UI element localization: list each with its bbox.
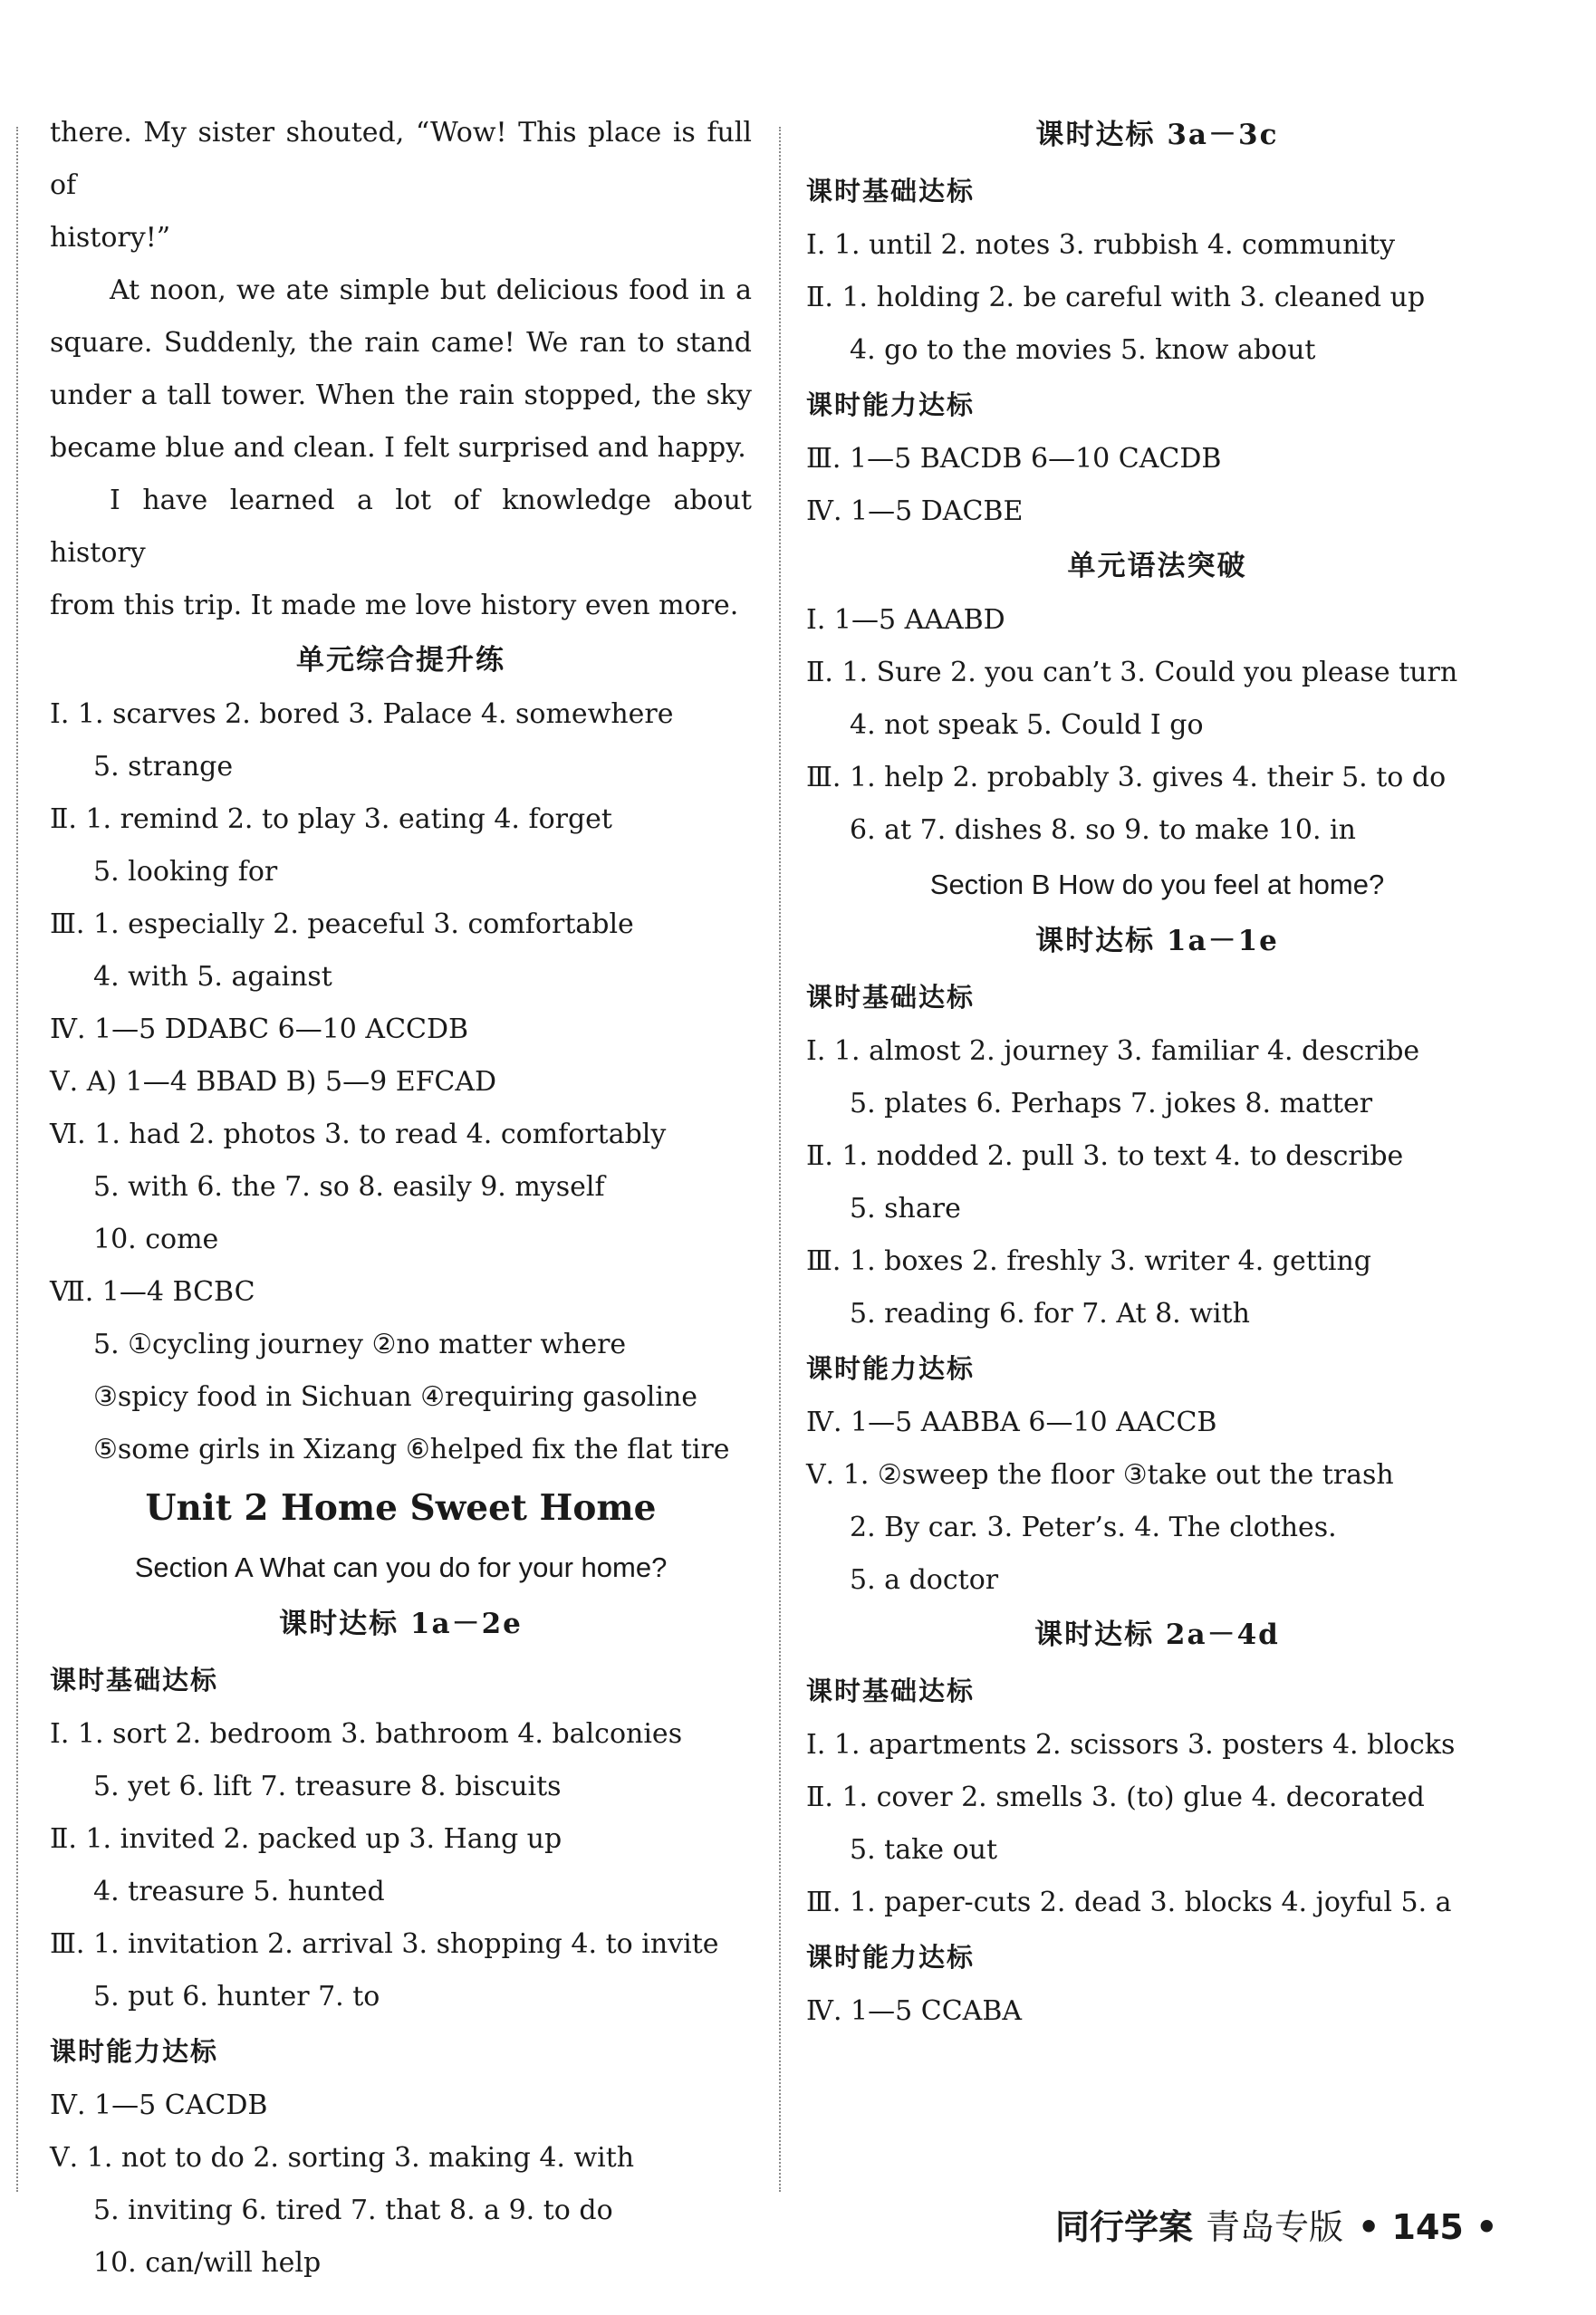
answer-line: 5. ①cycling journey ②no matter where xyxy=(93,1329,627,1360)
grammar-heading: 单元语法突破 xyxy=(1067,550,1247,582)
basic-practice-heading: 课时基础达标 xyxy=(50,1665,219,1695)
passage-line-4: square. Suddenly, the rain came! We ran to stand xyxy=(50,327,752,359)
answer-line: Ⅱ. 1. remind 2. to play 3. eating 4. forget xyxy=(50,803,612,835)
answer-line: Ⅰ. 1. until 2. notes 3. rubbish 4. community xyxy=(806,229,1396,261)
section-b-title: Section B How do you feel at home? xyxy=(929,869,1385,900)
answer-line: 5. with 6. the 7. so 8. easily 9. myself xyxy=(93,1171,605,1203)
answer-line: Ⅰ. 1. almost 2. journey 3. familiar 4. describe xyxy=(806,1035,1420,1067)
answer-line: Ⅴ. 1. ②sweep the floor ③take out the trash xyxy=(806,1459,1394,1491)
answer-line: 5. a doctor xyxy=(850,1564,999,1596)
answer-line: 5. share xyxy=(850,1193,961,1225)
basic-practice-heading: 课时基础达标 xyxy=(806,1676,976,1706)
answer-line: 6. at 7. dishes 8. so 9. to make 10. in xyxy=(850,814,1356,846)
answer-line: Ⅳ. 1—5 AABBA 6—10 AACCB xyxy=(806,1407,1217,1438)
unit-review-heading: 单元综合提升练 xyxy=(296,644,505,677)
answer-line: Ⅳ. 1—5 CCABA xyxy=(806,1995,1023,2027)
passage-line-3: At noon, we ate simple but delicious food in a xyxy=(110,274,752,306)
basic-practice-heading: 课时基础达标 xyxy=(806,982,976,1013)
lesson-heading: 课时达标 1a－2e xyxy=(279,1608,523,1640)
answer-line: Ⅲ. 1. invitation 2. arrival 3. shopping 4. to invite xyxy=(50,1928,719,1960)
answer-line: 5. put 6. hunter 7. to xyxy=(93,1981,380,2012)
answer-line: Ⅲ. 1. especially 2. peaceful 3. comfortable xyxy=(50,908,634,940)
ability-practice-heading: 课时能力达标 xyxy=(50,2036,219,2067)
left-column xyxy=(50,107,752,2290)
answer-line: ③spicy food in Sichuan ④requiring gasoline xyxy=(93,1381,698,1413)
answer-line: Ⅲ. 1. paper-cuts 2. dead 3. blocks 4. joyful 5. a xyxy=(806,1887,1452,1918)
answer-line: 10. come xyxy=(93,1224,219,1255)
ability-practice-heading: 课时能力达标 xyxy=(806,1942,976,1973)
lesson-heading: 课时达标 3a－3c xyxy=(1035,119,1279,151)
answer-line: Ⅶ. 1—4 BCBC xyxy=(50,1276,255,1308)
answer-line: Ⅵ. 1. had 2. photos 3. to read 4. comfortably xyxy=(50,1119,667,1150)
lesson-heading: 课时达标 1a－1e xyxy=(1035,925,1279,957)
answer-line: Ⅲ. 1—5 BACDB 6—10 CACDB xyxy=(806,443,1222,475)
answer-line: 5. plates 6. Perhaps 7. jokes 8. matter xyxy=(850,1088,1373,1119)
answer-line: Ⅰ. 1. scarves 2. bored 3. Palace 4. somewhere xyxy=(50,698,674,730)
answer-line: 5. strange xyxy=(93,751,234,783)
answer-line: Ⅱ. 1. nodded 2. pull 3. to text 4. to describe xyxy=(806,1140,1404,1172)
footer-brand: 同行学案 xyxy=(1055,2207,1194,2247)
answer-line: Ⅱ. 1. invited 2. packed up 3. Hang up xyxy=(50,1823,562,1855)
answer-line: Ⅱ. 1. holding 2. be careful with 3. cleaned up xyxy=(806,282,1426,313)
answer-line: Ⅱ. 1. Sure 2. you can’t 3. Could you please turn xyxy=(806,657,1458,688)
answer-line: Ⅰ. 1. sort 2. bedroom 3. bathroom 4. balconies xyxy=(50,1718,683,1750)
answer-line: Ⅰ. 1—5 AAABD xyxy=(806,604,1005,636)
lesson-heading: 课时达标 2a－4d xyxy=(1034,1619,1280,1651)
passage-line-5: under a tall tower. When the rain stopped, the sky xyxy=(50,379,752,411)
passage-line-2: history!” xyxy=(50,222,171,254)
page-number: • 145 • xyxy=(1358,2207,1498,2247)
answer-line: 4. treasure 5. hunted xyxy=(93,1876,385,1907)
page-footer xyxy=(1055,2199,1497,2249)
answer-line: Ⅲ. 1. boxes 2. freshly 3. writer 4. getting xyxy=(806,1245,1371,1277)
passage-line-7: I have learned a lot of knowledge about history xyxy=(50,485,752,569)
basic-practice-heading: 课时基础达标 xyxy=(806,176,976,207)
answer-line: 2. By car. 3. Peter’s. 4. The clothes. xyxy=(850,1512,1337,1543)
answer-line: Ⅳ. 1—5 DDABC 6—10 ACCDB xyxy=(50,1013,469,1045)
right-column xyxy=(806,107,1508,2038)
answer-line: 4. go to the movies 5. know about xyxy=(850,334,1316,366)
answer-line: Ⅱ. 1. cover 2. smells 3. (to) glue 4. decorated xyxy=(806,1782,1425,1813)
left-edge-dotted-rule xyxy=(16,127,18,2192)
answer-line: ⑤some girls in Xizang ⑥helped fix the flat tire xyxy=(93,1434,730,1465)
answer-line: Ⅲ. 1. help 2. probably 3. gives 4. their 5. to do xyxy=(806,762,1447,793)
column-divider xyxy=(779,127,781,2192)
section-a-title: Section A What can you do for your home? xyxy=(134,1551,668,1583)
passage-line-8: from this trip. It made me love history even more. xyxy=(50,590,739,621)
answer-line: 4. with 5. against xyxy=(93,961,332,993)
answer-line: Ⅳ. 1—5 DACBE xyxy=(806,495,1024,527)
ability-practice-heading: 课时能力达标 xyxy=(806,389,976,420)
answer-line: 10. can/will help xyxy=(93,2247,322,2279)
unit-title: Unit 2 Home Sweet Home xyxy=(145,1487,657,1529)
answer-line: 5. yet 6. lift 7. treasure 8. biscuits xyxy=(93,1771,562,1802)
answer-line: 5. inviting 6. tired 7. that 8. a 9. to do xyxy=(93,2195,613,2226)
answer-line: Ⅳ. 1—5 CACDB xyxy=(50,2089,268,2121)
answer-line: Ⅰ. 1. apartments 2. scissors 3. posters 4. blocks xyxy=(806,1729,1456,1761)
ability-practice-heading: 课时能力达标 xyxy=(806,1353,976,1384)
passage-line-6: became blue and clean. I felt surprised and happy. xyxy=(50,432,746,464)
answer-line: 5. take out xyxy=(850,1834,998,1866)
answer-line: Ⅴ. 1. not to do 2. sorting 3. making 4. with xyxy=(50,2142,635,2174)
answer-line: 5. looking for xyxy=(93,856,278,888)
answer-line: Ⅴ. A) 1—4 BBAD B) 5—9 EFCAD xyxy=(50,1066,497,1098)
footer-edition: 青岛专版 xyxy=(1206,2207,1344,2247)
passage-line-1: there. My sister shouted, “Wow! This place is full of xyxy=(50,117,752,201)
answer-line: 4. not speak 5. Could I go xyxy=(850,709,1204,741)
answer-line: 5. reading 6. for 7. At 8. with xyxy=(850,1298,1250,1330)
